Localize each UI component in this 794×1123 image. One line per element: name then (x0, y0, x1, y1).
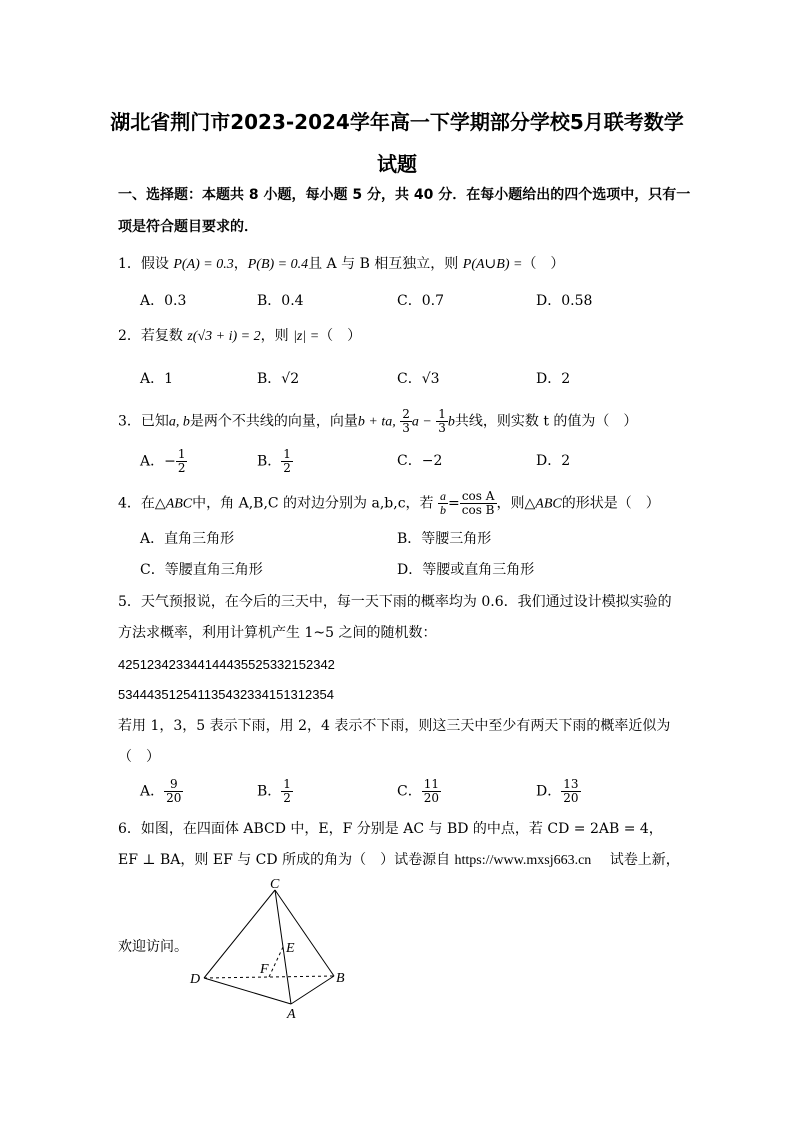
q3-frac2 (436, 408, 448, 435)
q3-option-b (257, 448, 293, 475)
q3-option-b-den: 2 (283, 461, 291, 475)
q6-stem-a: EF ⊥ BA，则 EF 与 CD 所成的角为（ ）试卷源自 (118, 852, 451, 868)
q1-pb: P(B) = 0.4 (247, 257, 309, 272)
q3-frac2-den: 3 (438, 421, 446, 435)
question-5-stem-line3: 若用 1，3，5 表示下雨，用 2，4 表示不下雨，则这三天中至少有两天下雨的概率近似为 (118, 718, 671, 734)
question-1-stem (118, 255, 564, 274)
q1-pa: P(A) = 0.3 (173, 257, 234, 272)
q5-option-d-prefix: D． (536, 783, 562, 800)
q3-option-a-frac (176, 448, 188, 475)
q5-option-c-den: 20 (423, 791, 439, 805)
q3-frac1-den: 3 (402, 421, 410, 435)
q3-option-b-prefix: B． (257, 453, 282, 470)
q1-sep: ， (233, 256, 248, 272)
q2-option-d: D．2 (536, 371, 571, 387)
q4-mid2: ，则 (496, 495, 525, 512)
question-6-stem-line3: 欢迎访问。 (118, 939, 188, 955)
q5-option-a-num: 9 (164, 778, 183, 792)
q3-frac1-num: 2 (402, 407, 410, 421)
q4-frac2 (460, 490, 497, 517)
q5-option-a-frac (164, 778, 183, 805)
q5-option-b (257, 778, 293, 805)
source-url: https://www.mxsj663.cn (454, 853, 592, 868)
random-digits-row1: 4251234233441444355253321523​42 (118, 657, 335, 672)
q3-expr1: b + ta, (357, 414, 396, 430)
q5-option-c-num: 11 (423, 777, 439, 791)
q5-option-c-frac (422, 778, 441, 805)
q4-tri2: △ABC (524, 496, 562, 512)
q5-option-d-num: 13 (563, 777, 579, 791)
q4-frac1 (438, 490, 448, 517)
q4-eq: = (448, 495, 460, 512)
q3-option-d: D．2 (536, 453, 571, 469)
q1-pab: P(A∪B) = (462, 257, 523, 272)
q3-option-a (140, 448, 187, 475)
q3-expr2: a − (411, 414, 432, 430)
q2-cond: z(√3 + i) = 2 (187, 329, 261, 344)
label-f: F (260, 962, 269, 977)
q3-frac2-num: 1 (438, 407, 446, 421)
label-a: A (287, 1007, 296, 1022)
edge-ba (291, 976, 334, 1004)
page-title: 湖北省荆门市2023-2024学年高一下学期部分学校5月联考数学 (110, 110, 684, 134)
q3-expr3: b (447, 414, 455, 430)
q3-end: 共线，则实数 t 的值为（ ） (454, 413, 638, 430)
q4-frac2-den: cos B (461, 503, 495, 517)
q5-option-c (397, 778, 441, 805)
tetrahedron-figure (180, 876, 350, 1022)
q2-blank: （ ） (319, 328, 362, 344)
q1-option-a: A．0.3 (140, 293, 187, 309)
q2-prefix: 2．若复数 (118, 328, 188, 344)
label-b: B (336, 971, 345, 986)
label-e: E (286, 941, 295, 956)
q2-option-a: A．1 (140, 371, 174, 387)
q5-option-b-prefix: B． (257, 783, 282, 800)
q4-tri: △ABC (154, 496, 193, 512)
question-6-stem: 6．如图，在四面体 ABCD 中，E，F 分别是 AC 与 BD 的中点，若 CD = 2AB = 4， (118, 821, 663, 837)
q4-option-a: A．直角三角形 (140, 531, 235, 547)
question-6-stem-line2 (118, 851, 680, 870)
q3-option-a-num: 1 (177, 447, 186, 461)
q4-option-d: D．等腰或直角三角形 (397, 562, 535, 578)
q5-option-d-den: 20 (563, 791, 579, 805)
q3-frac1 (400, 408, 412, 435)
q4-prefix: 4．在 (118, 495, 155, 512)
random-digits-row2: 534443512541135432334151312354 (118, 687, 334, 702)
question-3-stem (118, 408, 637, 435)
question-5-blank: （ ） (118, 749, 160, 765)
q5-option-d-frac (561, 778, 580, 805)
label-d: D (190, 972, 201, 987)
q1-prefix: 1．假设 (118, 256, 174, 272)
q5-option-b-frac (281, 778, 293, 805)
segment-ef (269, 947, 283, 977)
q2-option-b: B．√2 (257, 371, 300, 387)
q1-mid: 且 A 与 B 相互独立，则 (308, 256, 463, 272)
q4-end: 的形状是（ ） (561, 495, 660, 512)
q2-abs: |z| = (293, 329, 320, 344)
question-2-stem (118, 327, 361, 346)
q3-option-a-prefix: A．− (140, 453, 176, 470)
q5-option-b-num: 1 (283, 777, 291, 791)
question-4-stem (118, 490, 660, 517)
q5-option-c-prefix: C． (397, 783, 422, 800)
q2-option-c: C．√3 (397, 371, 440, 387)
question-5-stem-line2: 方法求概率，利用计算机产生 1~5 之间的随机数： (118, 625, 437, 641)
q3-option-a-den: 2 (177, 461, 186, 475)
section-header: 一、选择题：本题共 8 小题，每小题 5 分，共 40 分．在每小题给出的四个选项中，只有一 (118, 187, 691, 203)
q4-option-c: C．等腰直角三角形 (140, 562, 263, 578)
q4-frac1-num: a (440, 489, 447, 503)
q3-option-b-num: 1 (283, 447, 291, 461)
page-title-line2: 试题 (377, 152, 417, 176)
q3-option-c: C．−2 (397, 453, 443, 469)
q5-option-b-den: 2 (283, 791, 291, 805)
q1-option-c: C．0.7 (397, 293, 444, 309)
q1-option-d: D．0.58 (536, 293, 593, 309)
q6-stem-b: 试卷上新， (609, 852, 680, 868)
q4-frac2-num: cos A (460, 490, 497, 504)
q5-option-a-den: 20 (166, 791, 182, 805)
section-header-line2: 项是符合题目要求的． (118, 219, 258, 235)
q3-mid: 是两个不共线的向量，向量 (189, 413, 358, 430)
q5-option-d (536, 778, 581, 805)
q4-frac1-den: b (440, 503, 447, 517)
q5-option-a (140, 778, 183, 805)
q3-vecs: a, b (168, 414, 190, 430)
label-c: C (270, 877, 280, 892)
q2-mid: ，则 (260, 328, 294, 344)
q1-option-b: B．0.4 (257, 293, 304, 309)
q4-mid: 中，角 A,B,C 的对边分别为 a,b,c，若 (192, 495, 434, 512)
question-5-stem: 5．天气预报说，在今后的三天中，每一天下雨的概率均为 0.6．我们通过设计模拟实验的 (118, 594, 672, 610)
edge-da (204, 978, 291, 1004)
q3-prefix: 3．已知 (118, 413, 169, 430)
q5-option-a-prefix: A． (140, 783, 165, 800)
edge-cb (275, 890, 334, 976)
q1-blank: （ ） (522, 256, 565, 272)
q3-option-b-frac (281, 448, 293, 475)
q4-option-b: B．等腰三角形 (397, 531, 492, 547)
